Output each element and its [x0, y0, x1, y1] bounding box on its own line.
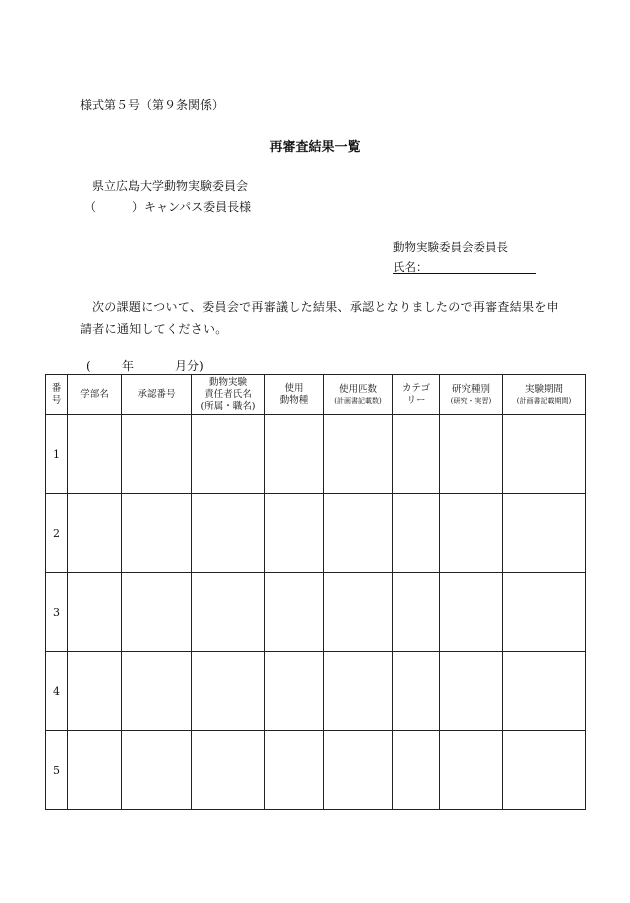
- cell-animal-count[interactable]: [324, 731, 393, 810]
- cell-animal-count[interactable]: [324, 494, 393, 573]
- header-animal-species: 使用 動物種: [265, 375, 324, 415]
- cell-animal-species[interactable]: [265, 573, 324, 652]
- cell-research-type[interactable]: [440, 494, 503, 573]
- body-text: 次の課題について、委員会で再審議した結果、承認となりましたので再審査結果を申請者に通知してください。: [80, 300, 559, 336]
- header-experiment-period: 実験期間 (計画書記載期間): [503, 375, 586, 415]
- cell-approval-number[interactable]: [122, 731, 192, 810]
- cell-experiment-period[interactable]: [503, 494, 586, 573]
- cell-experiment-period[interactable]: [503, 573, 586, 652]
- cell-research-type[interactable]: [440, 731, 503, 810]
- cell-research-type[interactable]: [440, 415, 503, 494]
- cell-experiment-period[interactable]: [503, 415, 586, 494]
- recipient-chair: （ ）キャンパス委員長様: [84, 200, 252, 214]
- cell-animal-species[interactable]: [265, 731, 324, 810]
- row-number: 1: [46, 415, 68, 494]
- row-number: 2: [46, 494, 68, 573]
- recipient-committee: 県立広島大学動物実験委員会: [92, 179, 249, 193]
- sender-name-label: 氏名：: [393, 260, 428, 274]
- cell-animal-species[interactable]: [265, 494, 324, 573]
- cell-approval-number[interactable]: [122, 415, 192, 494]
- cell-animal-species[interactable]: [265, 415, 324, 494]
- cell-animal-species[interactable]: [265, 652, 324, 731]
- cell-category[interactable]: [393, 415, 440, 494]
- row-number: 3: [46, 573, 68, 652]
- cell-responsible-person[interactable]: [192, 494, 265, 573]
- cell-responsible-person[interactable]: [192, 415, 265, 494]
- header-number: 番号: [46, 375, 68, 415]
- table-row: [46, 652, 586, 731]
- header-research-type: 研究種別 (研究・実習): [440, 375, 503, 415]
- cell-research-type[interactable]: [440, 652, 503, 731]
- cell-approval-number[interactable]: [122, 573, 192, 652]
- cell-approval-number[interactable]: [122, 494, 192, 573]
- cell-experiment-period[interactable]: [503, 731, 586, 810]
- cell-research-type[interactable]: [440, 573, 503, 652]
- period-open: (: [86, 359, 91, 373]
- period-year: 年: [122, 359, 135, 373]
- cell-animal-count[interactable]: [324, 573, 393, 652]
- form-number: 様式第５号（第９条関係）: [80, 98, 225, 112]
- header-animal-count: 使用匹数 (計画書記載数): [324, 375, 393, 415]
- document-title: 再審査結果一覧: [269, 140, 361, 155]
- cell-responsible-person[interactable]: [192, 731, 265, 810]
- cell-department[interactable]: [68, 652, 122, 731]
- signature-line: [393, 273, 536, 274]
- cell-department[interactable]: [68, 731, 122, 810]
- cell-animal-count[interactable]: [324, 415, 393, 494]
- cell-animal-count[interactable]: [324, 652, 393, 731]
- table-row: [46, 415, 586, 494]
- table-row: [46, 573, 586, 652]
- cell-category[interactable]: [393, 652, 440, 731]
- results-table: [45, 374, 586, 810]
- table-row: [46, 494, 586, 573]
- cell-category[interactable]: [393, 494, 440, 573]
- cell-category[interactable]: [393, 731, 440, 810]
- cell-department[interactable]: [68, 573, 122, 652]
- period-month: 月分): [175, 359, 204, 373]
- cell-department[interactable]: [68, 494, 122, 573]
- row-number: 5: [46, 731, 68, 810]
- table-header-row: [46, 375, 586, 415]
- header-responsible-person: 動物実験 責任者氏名 (所属・職名): [192, 375, 265, 415]
- header-approval-number: 承認番号: [122, 375, 192, 415]
- table-row: [46, 731, 586, 810]
- cell-experiment-period[interactable]: [503, 652, 586, 731]
- cell-department[interactable]: [68, 415, 122, 494]
- sender-title: 動物実験委員会委員長: [393, 240, 508, 254]
- cell-approval-number[interactable]: [122, 652, 192, 731]
- cell-responsible-person[interactable]: [192, 573, 265, 652]
- period-label: [86, 357, 204, 374]
- header-department: 学部名: [68, 375, 122, 415]
- cell-category[interactable]: [393, 573, 440, 652]
- row-number: 4: [46, 652, 68, 731]
- cell-responsible-person[interactable]: [192, 652, 265, 731]
- header-category: カテゴ リー: [393, 375, 440, 415]
